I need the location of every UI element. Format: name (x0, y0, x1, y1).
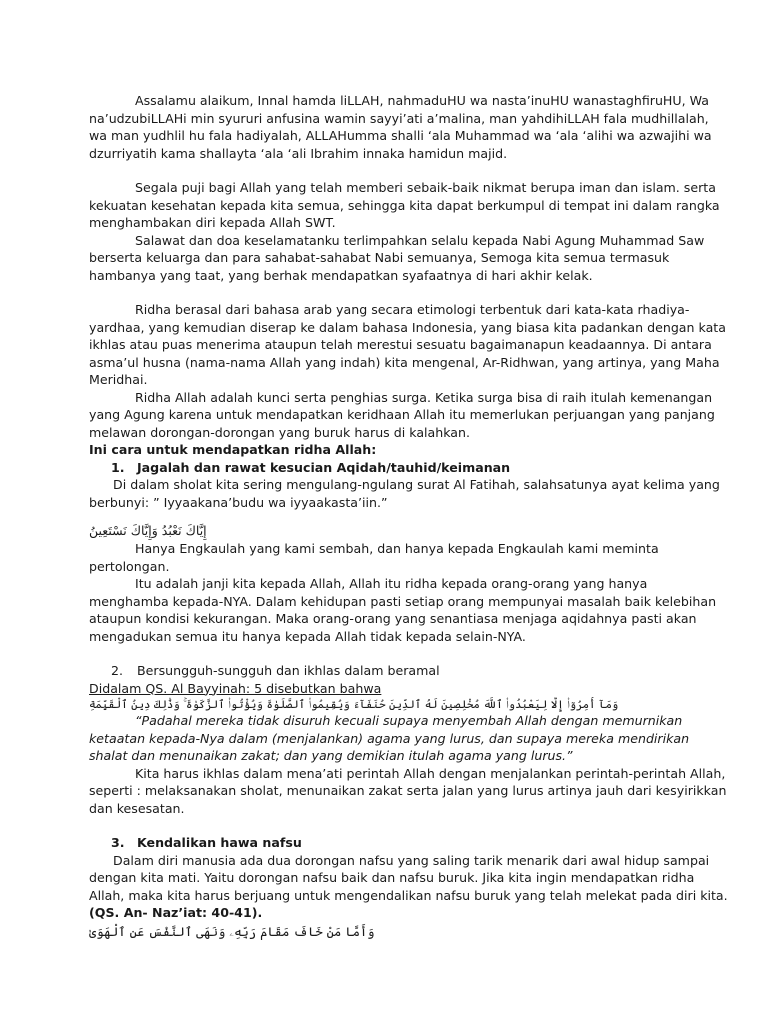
section-1-heading (111, 459, 729, 477)
praise-paragraph: Segala puji bagi Allah yang telah memberi sebaik-baik nikmat berupa iman dan islam. serta kekuatan kesehatan kepada kita semua, sehingga kita dapat berkumpul di tempat ini dalam rangka menghambakan diri kepada Allah SWT. (89, 180, 720, 230)
section-1-body: Itu adalah janji kita kepada Allah, Allah itu ridha kepada orang-orang yang hanya menghamba kepada-NYA. Dalam kehidupan pasti setiap orang mempunyai masalah baik kelebihan ataupun kondisi kekurangan. Maka orang-orang yang senantiasa menjaga aqidahnya pasti akan mengadukan semua itu hanya kepada Allah tidak kepada selain-NYA. (89, 576, 717, 644)
section-2-intro: Didalam QS. Al Bayyinah: 5 disebutkan bahwa (89, 680, 382, 696)
document-page (89, 92, 729, 941)
section-2-arabic-verse: وَمَآ أُمِرُوٓا۟ إِلَّا لِيَعْبُدُوا۟ ٱللَّهَ مُخْلِصِينَ لَهُ ٱلدِّينَ حُنَفَآءَ وَيُقِيمُوا۟ ٱلصَّلَوٰةَ وَيُؤْتُوا۟ ٱلزَّكَوٰةَ ۚ وَذَٰلِكَ دِينُ ٱلْقَيِّمَةِ (89, 698, 619, 711)
section-2-body: Kita harus ikhlas dalam mena’ati perintah Allah dengan menjalankan perintah-perintah Allah, seperti : melaksanakan sholat, menunaikan zakat serta jalan yang lurus artinya jauh dari kesyirikkan dan kesesatan. (89, 765, 727, 816)
section-title: Kendalikan hawa nafsu (137, 835, 302, 850)
section-number: 3. (111, 835, 125, 850)
section-1-translation: Hanya Engkaulah yang kami sembah, dan hanya kepada Engkaulah kami meminta pertolongan. (89, 541, 659, 574)
section-1-intro: Di dalam sholat kita sering mengulang-ngulang surat Al Fatihah, salahsatunya ayat kelima yang berbunyi: ” Iyyaakana’budu wa iyyaakasta’iin.” (89, 477, 720, 510)
section-2-translation: “Padahal mereka tidak disuruh kecuali supaya menyembah Allah dengan memurnikan ketaatan kepada-Nya dalam (menjalankan) agama yang lurus, dan supaya mereka mendirikan shalat dan menunaikan zakat; dan yang demikian itulah agama yang lurus.” (89, 713, 690, 763)
ridha-key-paragraph: Ridha Allah adalah kunci serta penghias surga. Ketika surga bisa di raih itulah kemenangan yang Agung karena untuk mendapatkan keridhaan Allah itu memerlukan perjuangan yang panjang melawan dorongan-dorongan yang buruk harus di kalahkan. (89, 389, 715, 440)
section-number: 1. (111, 459, 125, 475)
section-3-heading (111, 834, 729, 852)
ridha-definition-paragraph: Ridha berasal dari bahasa arab yang secara etimologi terbentuk dari kata-kata rhadiya-yardhaa, yang kemudian diserap ke dalam bahasa Indonesia, yang biasa kita padankan dengan kata ikhlas atau puas menerima ataupun telah merestui sesuatu bagaimanapun keadaannya. Di antara asma’ul husna (nama-nama Allah yang indah) kita mengenal, Ar-Ridhwan, yang artinya, yang Maha Meridhai. (89, 302, 726, 387)
salawat-paragraph: Salawat dan doa keselamatanku terlimpahkan selalu kepada Nabi Agung Muhammad Saw berserta keluarga dan para sahabat-sahabat Nabi semuanya, Semoga kita semua termasuk hambanya yang taat, yang berhak mendapatkan syafaatnya di hari akhir kelak. (89, 232, 705, 283)
ways-heading: Ini cara untuk mendapatkan ridha Allah: (89, 442, 377, 457)
section-title: Jagalah dan rawat kesucian Aqidah/tauhid/keimanan (137, 459, 511, 475)
section-3-arabic-verse: وَأَمَّا مَنْ خَافَ مَقَامَ رَبِّهِۦ وَنَهَى ٱلنَّفْسَ عَنِ ٱلْهَوَىٰ (89, 923, 375, 939)
opening-greeting: Assalamu alaikum, Innal hamda liLLAH, nahmaduHU wa nasta’inuHU wanastaghfiruHU, Wa na’udzubiLLAHi min syururi anfusina wamin sayyi’ati a’malina, man yahdihiLLAH fala mudhillalah, wa man yudhlil hu fala hadiyalah, ALLAHumma shalli ‘ala Muhammad wa ‘ala ‘alihi wa azwajihi wa dzurriyatih kama shallayta ‘ala ‘ali Ibrahim innaka hamidun majid. (89, 93, 712, 161)
section-number: 2. (111, 663, 124, 678)
section-1-arabic-verse: إِيَّاكَ نَعْبُدُ وَإِيَّاكَ نَسْتَعِينُ (89, 523, 207, 538)
section-2-heading (111, 662, 729, 680)
section-3-intro: Dalam diri manusia ada dua dorongan nafsu yang saling tarik menarik dari awal hidup sampai dengan kita mati. Yaitu dorongan nafsu baik dan nafsu buruk. Jika kita ingin mendapatkan ridha Allah, maka kita harus berjuang untuk mengendalikan nafsu buruk yang telah melekat pada diri kita. (89, 852, 728, 903)
section-title: Bersungguh-sungguh dan ikhlas dalam beramal (137, 663, 440, 678)
section-3-reference: (QS. An- Naz’iat: 40-41). (89, 905, 263, 920)
